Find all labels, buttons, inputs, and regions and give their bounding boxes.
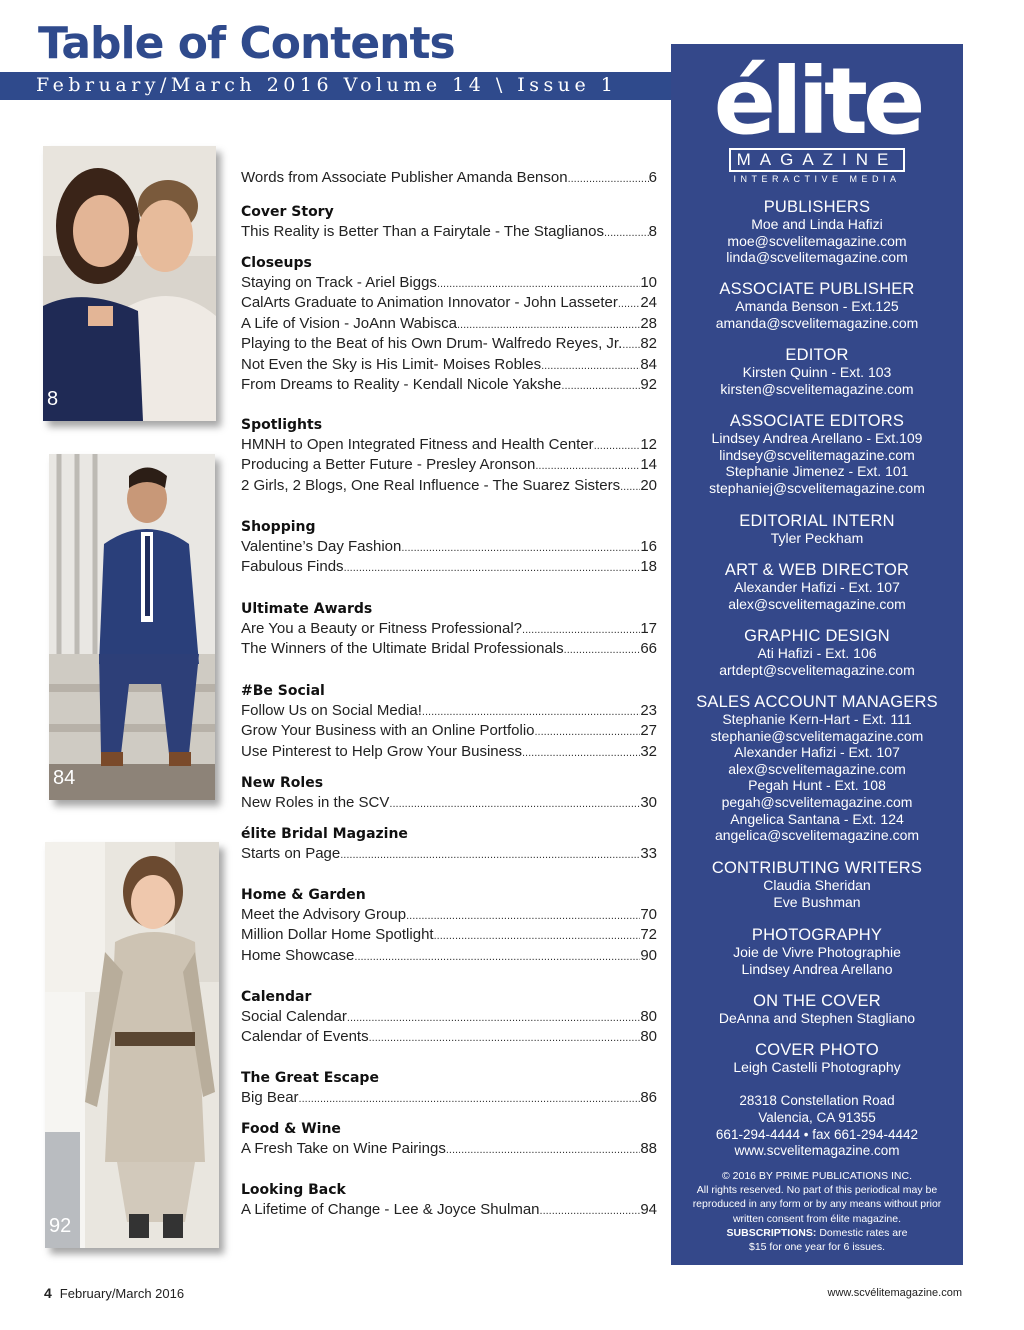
masthead-line: Kirsten Quinn - Ext. 103	[742, 364, 892, 380]
masthead-line: Stephanie Jimenez - Ext. 101	[725, 463, 909, 480]
masthead-line: Angelica Santana - Ext. 124	[730, 810, 904, 827]
toc-entry-page: 82	[640, 335, 657, 353]
toc-entry[interactable]	[241, 639, 657, 659]
toc-leader	[344, 557, 641, 578]
toc-section-heading: élite Bridal Magazine	[241, 826, 408, 842]
toc-entry[interactable]	[241, 844, 657, 864]
copyright-line: reproduced in any form or by any means without prior	[692, 1198, 942, 1211]
toc-entry-page: 66	[640, 640, 657, 658]
toc-section-heading: Closeups	[241, 255, 312, 271]
toc-entry-title: Starts on Page	[241, 845, 341, 862]
toc-entry-title: Calendar of Events	[241, 1028, 369, 1046]
toc-section	[241, 599, 657, 660]
toc-entry-title: Big Bear	[241, 1089, 299, 1106]
toc-entry-page: 14	[640, 456, 657, 474]
masthead-block	[671, 926, 963, 977]
photo-page-number: 84	[53, 767, 76, 789]
toc-entry[interactable]	[241, 1139, 657, 1159]
toc-entry[interactable]	[241, 314, 657, 334]
masthead-block	[671, 280, 963, 331]
address-line: 28318 Constellation Road	[739, 1093, 895, 1108]
toc-section	[241, 681, 657, 762]
toc-leader	[622, 334, 640, 355]
masthead-heading: EDITORIAL INTERN	[739, 512, 895, 530]
toc-entry[interactable]	[241, 721, 657, 741]
toc-leader	[347, 1007, 640, 1028]
email-link[interactable]: alex@scvelitemagazine.com	[728, 595, 906, 612]
toc-entry[interactable]	[241, 455, 657, 475]
toc-entry-title: Producing a Better Future - Presley Aronson	[241, 456, 536, 474]
toc-entry-title: Staying on Track - Ariel Biggs	[241, 274, 437, 291]
masthead-line: Alexander Hafizi - Ext. 107	[734, 579, 900, 595]
toc-entry-page: 20	[640, 476, 657, 494]
toc-leader	[620, 476, 640, 497]
toc-entry[interactable]	[241, 537, 657, 557]
toc-entry-title: Meet the Advisory Group	[241, 906, 407, 923]
masthead-heading: ON THE COVER	[753, 992, 881, 1010]
page-number: 4	[44, 1285, 52, 1301]
toc-leader	[437, 273, 640, 294]
toc-leader	[561, 375, 640, 396]
masthead-line: Amanda Benson - Ext.125	[735, 298, 899, 314]
toc-entry-page: 33	[640, 845, 657, 862]
toc-section-heading: Shopping	[241, 519, 316, 535]
masthead-line: Lindsey Andrea Arellano	[741, 960, 893, 977]
masthead-block	[671, 512, 963, 547]
masthead-heading: COVER PHOTO	[755, 1041, 879, 1059]
masthead-line: Lindsey Andrea Arellano - Ext.109	[711, 430, 923, 446]
masthead-heading: EDITOR	[785, 346, 849, 364]
toc-entry[interactable]	[241, 375, 657, 395]
toc-section-heading: New Roles	[241, 775, 324, 791]
toc-leader	[457, 314, 640, 335]
page-title: Table of Contents	[38, 18, 455, 69]
toc-entry[interactable]	[241, 925, 657, 945]
toc-entry[interactable]	[241, 222, 657, 242]
toc-entry-title: Fabulous Finds	[241, 558, 344, 576]
copyright-line: written consent from élite magazine.	[732, 1212, 902, 1225]
toc-entry-title: 2 Girls, 2 Blogs, One Real Influence - The Suarez Sisters	[241, 476, 621, 494]
copyright-line: All rights reserved. No part of this periodical may be	[696, 1184, 938, 1197]
toc-entry-title: A Fresh Take on Wine Pairings	[241, 1140, 446, 1157]
toc-entry-page: 28	[640, 314, 657, 332]
masthead-line: DeAnna and Stephen Stagliano	[718, 1010, 916, 1026]
toc-section	[241, 773, 657, 813]
toc-section	[241, 824, 657, 864]
masthead-block	[671, 561, 963, 612]
toc-entry-page: 32	[640, 742, 657, 760]
toc-section-heading: Food & Wine	[241, 1121, 341, 1137]
toc-entry-title: New Roles in the SCV	[241, 794, 390, 811]
subscriptions-rate: $15 for one year for 6 issues.	[749, 1241, 885, 1254]
toc-entry[interactable]	[241, 435, 657, 455]
toc-leader	[604, 222, 649, 243]
toc-section-heading: Spotlights	[241, 417, 323, 433]
address-block	[671, 1093, 963, 1160]
toc-entry-page: 10	[640, 274, 657, 291]
toc-entry[interactable]	[241, 1027, 657, 1047]
toc-section	[241, 1068, 657, 1108]
subscriptions-text: Domestic rates are	[819, 1226, 908, 1239]
toc-entry[interactable]	[241, 1007, 657, 1027]
toc-entry-page: 12	[640, 436, 657, 453]
toc-entry[interactable]	[241, 168, 657, 188]
photo-young-man	[49, 454, 215, 800]
masthead-block	[671, 693, 963, 844]
toc-entry[interactable]	[241, 557, 657, 577]
toc-leader	[535, 721, 641, 742]
toc-entry-title: Follow Us on Social Media!	[241, 702, 422, 719]
masthead-heading: PUBLISHERS	[763, 198, 871, 216]
toc-entry-title: A Life of Vision - JoAnn Wabisca	[241, 314, 457, 332]
toc-leader	[522, 742, 640, 763]
masthead-line: Ati Hafizi - Ext. 106	[757, 645, 877, 661]
subscriptions-label: SUBSCRIPTIONS:	[726, 1226, 817, 1239]
toc-entry-page: 30	[640, 794, 657, 811]
toc-leader	[299, 1088, 641, 1109]
toc-leader	[446, 1139, 640, 1160]
toc-entry-page: 17	[640, 620, 657, 637]
masthead-heading: GRAPHIC DESIGN	[744, 627, 890, 645]
masthead-line: Moe and Linda Hafizi	[751, 216, 883, 232]
toc-entry-page: 94	[640, 1201, 657, 1218]
masthead-block	[671, 992, 963, 1027]
toc-entry[interactable]	[241, 619, 657, 639]
toc-entry-title: Not Even the Sky is His Limit- Moises Robles	[241, 355, 542, 373]
toc-entry-title: Social Calendar	[241, 1008, 347, 1025]
masthead-block	[671, 1041, 963, 1076]
email-link[interactable]: stephaniej@scvelitemagazine.com	[709, 479, 925, 496]
issue-subtitle: February/March 2016 Volume 14 \ Issue 1	[36, 74, 618, 96]
email-link[interactable]: moe@scvelitemagazine.com	[727, 232, 907, 249]
toc-leader	[568, 168, 649, 189]
toc-entry[interactable]	[241, 476, 657, 496]
masthead-line: Alexander Hafizi - Ext. 107	[734, 744, 900, 761]
toc-section	[241, 885, 657, 966]
toc-leader	[564, 639, 641, 660]
toc-leader	[369, 1027, 641, 1048]
toc-entry[interactable]	[241, 742, 657, 762]
toc-entry-page: 84	[640, 355, 657, 373]
toc-entry[interactable]	[241, 355, 657, 375]
toc-entry-title: A Lifetime of Change - Lee & Joyce Shulman	[241, 1201, 540, 1218]
toc-section-heading: Ultimate Awards	[241, 601, 373, 617]
masthead-heading: PHOTOGRAPHY	[751, 926, 883, 944]
toc-section	[241, 517, 657, 578]
masthead-line: Joie de Vivre Photographie	[733, 944, 901, 960]
email-link[interactable]: amanda@scvelitemagazine.com	[715, 314, 919, 331]
toc-leader	[340, 844, 640, 865]
logo-wordmark: élite	[713, 48, 921, 155]
toc-entry-page: 90	[640, 946, 657, 964]
toc-entry-title: Home Showcase	[241, 946, 355, 964]
photo-page-number: 92	[49, 1215, 72, 1237]
toc-leader	[354, 946, 640, 967]
toc-entry[interactable]	[241, 1200, 657, 1220]
toc-section-heading: Cover Story	[241, 204, 334, 220]
toc-entry[interactable]	[241, 905, 657, 925]
toc-leader	[422, 701, 640, 722]
website-link[interactable]: www.scvelitemagazine.com	[734, 1143, 900, 1159]
address-line: Valencia, CA 91355	[758, 1109, 876, 1125]
toc-section-heading: Home & Garden	[241, 887, 366, 903]
footer-issue: February/March 2016	[59, 1286, 185, 1301]
masthead-line: Leigh Castelli Photography	[733, 1059, 901, 1075]
toc-leader	[522, 619, 640, 640]
toc-section-heading: #Be Social	[241, 683, 325, 699]
masthead-block	[671, 346, 963, 397]
toc-entry[interactable]	[241, 293, 657, 313]
toc-leader	[389, 793, 640, 814]
toc-entry-title: Are You a Beauty or Fitness Professional?	[241, 620, 523, 637]
toc-section	[241, 1180, 657, 1220]
toc-section	[241, 202, 657, 242]
toc-leader	[406, 905, 640, 926]
masthead-heading: ART & WEB DIRECTOR	[724, 561, 910, 579]
masthead-heading: ASSOCIATE PUBLISHER	[719, 280, 915, 298]
toc-entry-page: 70	[640, 906, 657, 923]
masthead-block	[671, 412, 963, 496]
photo-couple	[43, 146, 216, 421]
masthead-line: Stephanie Kern-Hart - Ext. 111	[722, 711, 912, 727]
toc-section	[241, 1119, 657, 1159]
toc-entry-page: 88	[640, 1140, 657, 1157]
masthead-heading: CONTRIBUTING WRITERS	[711, 859, 923, 877]
masthead-block	[671, 627, 963, 678]
toc-entry-title: CalArts Graduate to Animation Innovator - John Lasseter	[241, 294, 618, 312]
toc-entry-page: 27	[640, 722, 657, 740]
toc-section	[241, 253, 657, 395]
toc-entry-title: From Dreams to Reality - Kendall Nicole Yakshe	[241, 375, 562, 393]
toc-intro	[241, 168, 657, 188]
toc-entry-title: This Reality is Better Than a Fairytale - The Staglianos	[241, 223, 604, 240]
masthead-heading: ASSOCIATE EDITORS	[729, 412, 905, 430]
masthead-line: Tyler Peckham	[770, 530, 864, 546]
toc-entry-title: Grow Your Business with an Online Portfolio	[241, 722, 535, 740]
toc-section-heading: Looking Back	[241, 1182, 346, 1198]
toc-entry-page: 18	[640, 558, 657, 576]
toc-section	[241, 415, 657, 496]
photo-child	[45, 842, 219, 1248]
toc-leader	[540, 1200, 641, 1221]
toc-entry[interactable]	[241, 334, 657, 354]
masthead-line: Claudia Sheridan	[763, 877, 871, 893]
copyright-block	[671, 1169, 963, 1254]
toc-entry[interactable]	[241, 793, 657, 813]
email-link[interactable]: stephanie@scvelitemagazine.com	[710, 727, 924, 744]
masthead-line: Pegah Hunt - Ext. 108	[748, 777, 886, 794]
toc-entry-title: Million Dollar Home Spotlight	[241, 926, 434, 944]
photo-page-number: 8	[47, 388, 59, 410]
subscriptions-line	[671, 1226, 963, 1240]
toc-section-heading: Calendar	[241, 989, 312, 1005]
toc-leader	[541, 355, 640, 376]
masthead-line: Eve Bushman	[773, 893, 861, 910]
toc-entry-page: 23	[640, 702, 657, 719]
email-link[interactable]: lindsey@scvelitemagazine.com	[719, 446, 915, 463]
toc-section	[241, 987, 657, 1048]
toc-leader	[401, 537, 640, 558]
logo-magazine: MAGAZINE	[729, 148, 906, 172]
toc-entry-page: 8	[648, 223, 657, 240]
toc-leader	[594, 435, 641, 456]
email-link[interactable]: kirsten@scvelitemagazine.com	[720, 380, 914, 397]
phone-line: 661-294-4444 • fax 661-294-4442	[715, 1126, 919, 1142]
toc-entry-page: 80	[640, 1008, 657, 1025]
toc-entry-page: 16	[640, 538, 657, 555]
toc-section-heading: The Great Escape	[241, 1070, 379, 1086]
toc-entry[interactable]	[241, 701, 657, 721]
masthead-block	[671, 198, 963, 266]
toc-entry[interactable]	[241, 1088, 657, 1108]
masthead-panel	[671, 44, 963, 1265]
footer-folio	[44, 1285, 184, 1301]
toc-entry-title: Use Pinterest to Help Grow Your Business	[241, 742, 522, 760]
email-link[interactable]: pegah@scvelitemagazine.com	[721, 793, 913, 810]
toc-entry[interactable]	[241, 273, 657, 293]
toc-entry-title: Words from Associate Publisher Amanda Benson	[241, 169, 568, 186]
toc-entry-title: HMNH to Open Integrated Fitness and Health Center	[241, 436, 594, 453]
email-link[interactable]: alex@scvelitemagazine.com	[728, 760, 906, 777]
toc-leader	[618, 293, 640, 314]
toc-entry-page: 6	[648, 169, 657, 186]
magazine-logo	[671, 48, 963, 184]
toc-leader	[535, 455, 640, 476]
toc-entry-page: 72	[640, 926, 657, 944]
toc-entry-title: Valentine’s Day Fashion	[241, 538, 402, 555]
toc-entry-page: 24	[640, 294, 657, 312]
copyright-line: © 2016 BY PRIME PUBLICATIONS INC.	[722, 1170, 912, 1182]
toc-entry-page: 80	[640, 1028, 657, 1046]
logo-tagline: INTERACTIVE MEDIA	[733, 174, 901, 184]
email-link[interactable]: linda@scvelitemagazine.com	[726, 249, 908, 266]
email-link[interactable]: angelica@scvelitemagazine.com	[714, 827, 920, 844]
email-link[interactable]: artdept@scvelitemagazine.com	[719, 661, 915, 678]
toc-leader	[434, 925, 641, 946]
masthead-heading: SALES ACCOUNT MANAGERS	[696, 693, 938, 711]
footer-url[interactable]: www.scvélitemagazine.com	[827, 1287, 962, 1299]
toc-entry-title: The Winners of the Ultimate Bridal Professionals	[241, 640, 564, 658]
toc-entry-page: 86	[640, 1089, 657, 1106]
toc-entry-page: 92	[640, 375, 657, 393]
masthead-block	[671, 859, 963, 910]
toc-entry[interactable]	[241, 946, 657, 966]
toc-entry-title: Playing to the Beat of his Own Drum- Walfredo Reyes, Jr.	[241, 335, 623, 353]
